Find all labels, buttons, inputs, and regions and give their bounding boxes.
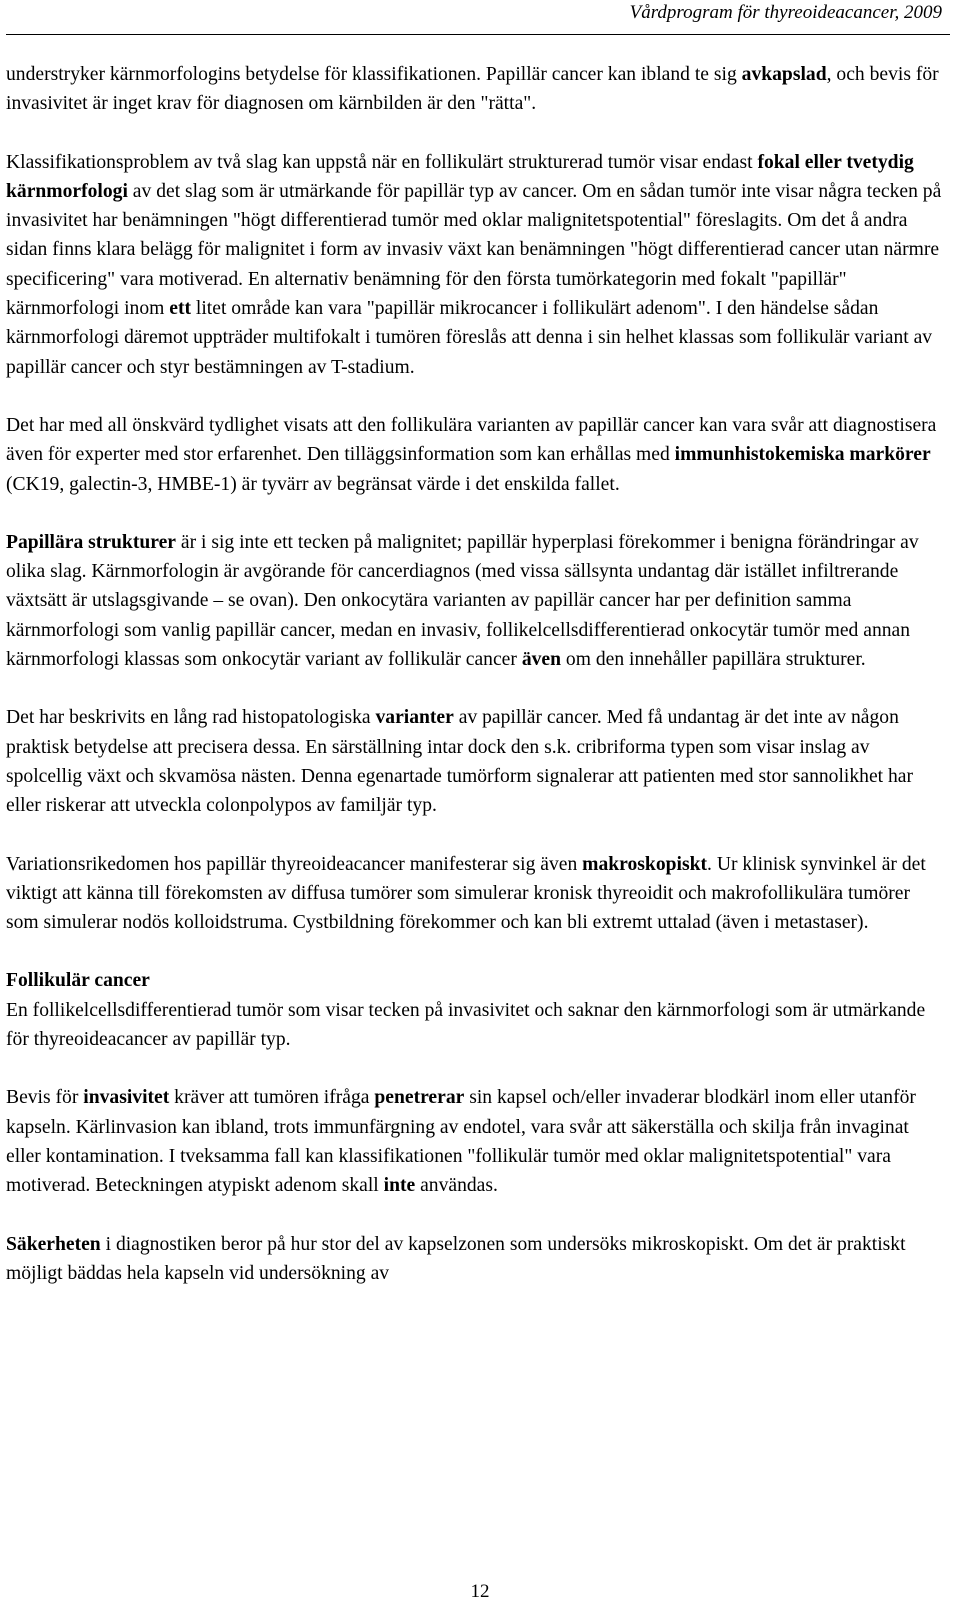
page-body bbox=[6, 60, 946, 1288]
paragraph-7 bbox=[6, 996, 946, 1055]
bold-term: makroskopiskt bbox=[582, 853, 708, 875]
text-run: Det har beskrivits en lång rad histopatologiska bbox=[6, 707, 376, 729]
paragraph-3 bbox=[6, 411, 946, 499]
text-run: sin kapsel och/eller invaderar blodkärl inom eller utanför kapseln. Kärlinvasion kan ibland, trots immunfärgning av endotel, vara svår att säkerställa och skilja från invaginat eller kontamination. I tveksamma fall kan klassifikationen "follikulär tumör med oklar malignitetspotential" vara motiverad. Beteckningen atypiskt adenom skall bbox=[6, 1087, 916, 1197]
text-run: . Ur klinisk synvinkel är det viktigt att känna till förekomsten av diffusa tumörer som simulerar kronisk thyreoidit och makrofollikulära tumörer som simulerar nodös kolloidstruma. Cystbildning förekommer och kan bli extremt uttalad (även i metastaser). bbox=[6, 853, 926, 934]
paragraph-4 bbox=[6, 528, 946, 674]
paragraph-9 bbox=[6, 1230, 946, 1289]
text-run: Variationsrikedomen hos papillär thyreoideacancer manifesterar sig även bbox=[6, 853, 583, 875]
running-header: Vårdprogram för thyreoideacancer, 2009 bbox=[629, 2, 942, 23]
bold-term: inte bbox=[383, 1175, 416, 1197]
paragraph-8 bbox=[6, 1083, 946, 1200]
text-run: , och bevis för invasivitet är inget krav för diagnosen om kärnbilden är den "rätta". bbox=[6, 64, 939, 115]
header-rule bbox=[6, 34, 950, 35]
text-run: Bevis för bbox=[6, 1087, 84, 1109]
page-number: 12 bbox=[470, 1581, 490, 1602]
bold-term: ett bbox=[169, 298, 192, 320]
text-run: kräver att tumören ifråga bbox=[169, 1087, 375, 1109]
text-run: är i sig inte ett tecken på malignitet; papillär hyperplasi förekommer i benigna förändringar av olika slag. Kärnmorfologin är avgörande för cancerdiagnos (med vissa sällsynta undantag där istället infiltrerande växtsätt är utslagsgivande – se ovan). Den onkocytära varianten av papillär cancer har per definition samma kärnmorfologi som vanlig papillär cancer, medan en invasiv, follikelcellsdifferentierad onkocytär tumör med annan kärnmorfologi klassas som onkocytär variant av follikulär cancer bbox=[6, 531, 919, 671]
bold-term: invasivitet bbox=[83, 1087, 170, 1109]
text-run: Det har med all önskvärd tydlighet visats att den follikulära varianten av papillär cancer kan vara svår att diagnostisera även för experter med stor erfarenhet. Den tilläggsinformation som kan erhållas med bbox=[6, 414, 937, 466]
paragraph-2 bbox=[6, 148, 946, 382]
text-run: användas. bbox=[415, 1175, 498, 1197]
section-heading: Follikulär cancer bbox=[6, 970, 150, 992]
text-run: av det slag som är utmärkande för papillär typ av cancer. Om en sådan tumör inte visar några tecken på invasivitet har benämningen "högt differentierad tumör med oklar malignitetspotential" föreslagits. Om det å andra sidan finns klara belägg för malignitet i form av invasiv växt kan benämningen "högt differentierad cancer utan närmre specificering" vara motiverad. En alternativ benämning för den första tumörkategorin med fokalt "papillär" kärnmorfologi inom bbox=[6, 180, 942, 320]
paragraph-5 bbox=[6, 703, 946, 820]
text-run: i diagnostiken beror på hur stor del av kapselzonen som undersöks mikroskopiskt. Om det är praktiskt möjligt bäddas hela kapseln vid undersökning av bbox=[6, 1233, 906, 1284]
paragraph-1 bbox=[6, 60, 946, 119]
bold-term: varianter bbox=[375, 707, 454, 729]
text-run: (CK19, galectin-3, HMBE-1) är tyvärr av begränsat värde i det enskilda fallet. bbox=[6, 473, 620, 495]
paragraph-6 bbox=[6, 850, 946, 938]
bold-term: Papillära strukturer bbox=[6, 531, 176, 553]
bold-term: avkapslad bbox=[741, 64, 827, 85]
text-run: Klassifikationsproblem av två slag kan uppstå när en follikulärt strukturerad tumör visar endast bbox=[6, 151, 758, 173]
text-run: litet område kan vara "papillär mikrocancer i follikulärt adenom". I den händelse sådan kärnmorfologi däremot uppträder multifokalt i tumören föreslås att denna i sin helhet klassas som follikulär variant av papillär cancer och styr bestämningen av T-stadium. bbox=[6, 298, 933, 378]
bold-term: även bbox=[521, 649, 561, 671]
text-run: om den innehåller papillära strukturer. bbox=[561, 649, 866, 671]
text-run: av papillär cancer. Med få undantag är det inte av någon praktisk betydelse att precisera dessa. En särställning intar dock den s.k. cribriforma typen som visar inslag av spolcellig växt och skvamösa nästen. Denna egenartade tumörform signalerar att patienten med stor sannolikhet har eller riskerar att utveckla colonpolypos av familjär typ. bbox=[6, 707, 914, 817]
bold-term: fokal eller tvetydig kärnmorfologi bbox=[6, 151, 914, 202]
bold-term: Säkerheten bbox=[6, 1233, 101, 1255]
text-run: understryker kärnmorfologins betydelse för klassifikationen. Papillär cancer kan ibland te sig bbox=[6, 64, 742, 85]
bold-term: penetrerar bbox=[374, 1087, 465, 1109]
bold-term: immunhistokemiska markörer bbox=[674, 444, 931, 466]
text-run: En follikelcellsdifferentierad tumör som visar tecken på invasivitet och saknar den kärnmorfologi som är utmärkande för thyreoideacancer av papillär typ. bbox=[6, 999, 926, 1051]
